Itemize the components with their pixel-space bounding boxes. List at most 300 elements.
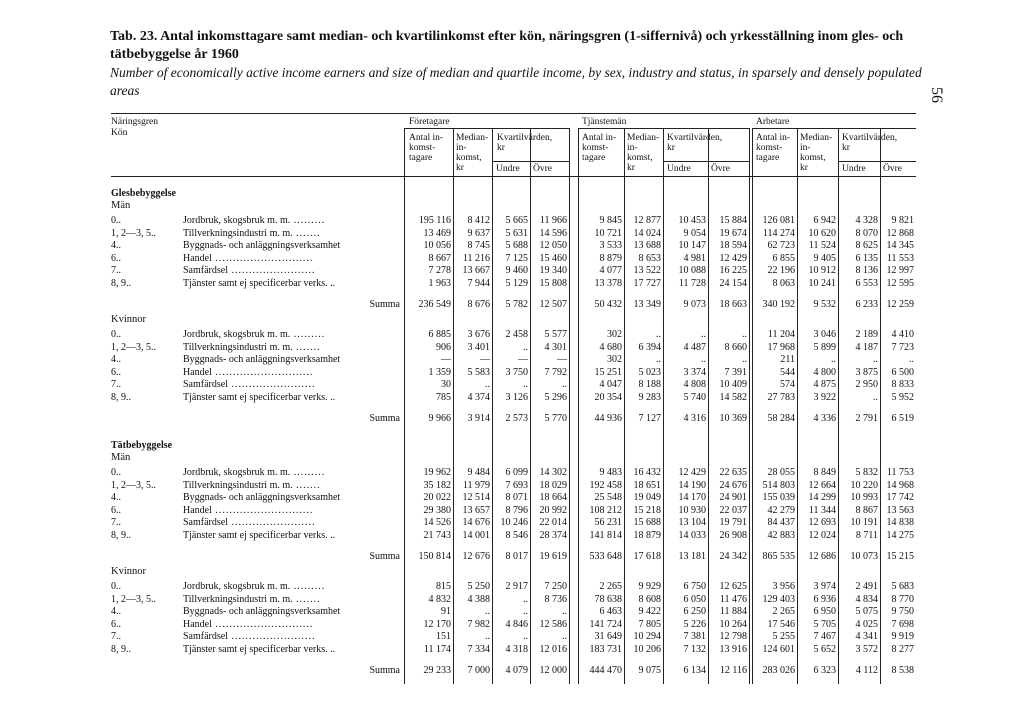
industry-code: 4.. — [111, 492, 121, 504]
table-cell: 544 — [780, 366, 795, 378]
summa-label: Summa — [369, 550, 400, 562]
table-cell: 10 246 — [500, 517, 528, 529]
table-cell: 10 206 — [633, 644, 661, 655]
table-cell: 28 055 — [767, 467, 795, 478]
table-cell: 15 218 — [633, 504, 661, 516]
industry-label-text: Handel — [183, 252, 212, 264]
table-cell: 13 522 — [633, 265, 661, 277]
table-cell: 11 344 — [808, 504, 836, 516]
industry-label-text: Samfärdsel — [183, 631, 228, 643]
table-cell: 6 885 — [428, 329, 451, 340]
table-row — [0, 228, 1024, 239]
summa-row — [0, 413, 1024, 424]
table-cell: 22 037 — [719, 504, 747, 516]
industry-code: 4.. — [111, 354, 121, 366]
table-cell: 8 796 — [505, 504, 528, 516]
table-cell: 302 — [607, 354, 622, 366]
industry-label-text: Tillverkningsindustri m. m. — [183, 341, 293, 353]
table-row — [0, 619, 1024, 630]
industry-code: 1, 2—3, 5.. — [111, 479, 156, 491]
industry-label-text: Samfärdsel — [183, 517, 228, 529]
summa-cell: 5 770 — [544, 412, 567, 424]
table-cell: 11 174 — [423, 644, 451, 655]
table-row — [0, 215, 1024, 226]
table-cell: 6 750 — [683, 581, 706, 592]
table-cell: 4 318 — [505, 644, 528, 655]
table-cell: 151 — [436, 631, 451, 643]
industry-label — [183, 342, 401, 353]
industry-label — [183, 278, 401, 289]
table-cell: 8 867 — [855, 504, 878, 516]
summa-cell: 12 259 — [886, 298, 914, 310]
table-cell: 7 805 — [638, 618, 661, 630]
table-cell: 14 299 — [808, 492, 836, 504]
summa-cell: 236 549 — [418, 298, 451, 310]
table-cell: 14 526 — [423, 517, 451, 529]
table-cell: 4 487 — [683, 341, 706, 353]
table-cell: 78 638 — [594, 593, 622, 605]
table-cell: 5 255 — [772, 631, 795, 643]
table-cell: 4 846 — [505, 618, 528, 630]
table-cell: 12 050 — [539, 240, 567, 252]
table-cell: 19 674 — [719, 227, 747, 239]
industry-label — [183, 505, 401, 516]
table-cell: 4 680 — [599, 341, 622, 353]
table-cell: 8 071 — [505, 492, 528, 504]
industry-label-text: Tillverkningsindustri m. m. — [183, 593, 293, 605]
table-cell: 62 723 — [767, 240, 795, 252]
summa-cell: 2 573 — [505, 412, 528, 424]
table-cell: 18 594 — [719, 240, 747, 252]
industry-label — [183, 228, 401, 239]
table-cell: 5 583 — [467, 366, 490, 378]
table-cell: .. — [701, 329, 706, 340]
summa-cell: 150 814 — [418, 550, 451, 562]
table-cell: 8 625 — [855, 240, 878, 252]
table-cell: 7 698 — [891, 618, 914, 630]
table-cell: — — [441, 354, 451, 366]
leader-dots: ............................ — [211, 504, 314, 516]
table-cell: 9 929 — [638, 581, 661, 592]
table-cell: 13 667 — [462, 265, 490, 277]
table-cell: 13 916 — [719, 644, 747, 655]
table-cell: 14 001 — [462, 530, 490, 541]
summa-cell: 44 936 — [594, 412, 622, 424]
industry-code: 8, 9.. — [111, 392, 131, 403]
table-cell: 6 855 — [772, 252, 795, 264]
table-cell: .. — [656, 329, 661, 340]
table-cell: 124 601 — [762, 644, 795, 655]
table-cell: .. — [562, 379, 567, 391]
industry-label — [183, 215, 401, 226]
industry-code: 8, 9.. — [111, 278, 131, 289]
table-cell: 2 189 — [855, 329, 878, 340]
sex-heading: Kvinnor — [111, 566, 146, 577]
table-row — [0, 644, 1024, 655]
table-row — [0, 517, 1024, 528]
column-header-ovre: Övre — [533, 164, 552, 174]
table-cell: 3 046 — [813, 329, 836, 340]
table-cell: 6 250 — [683, 606, 706, 618]
summa-cell: 444 470 — [589, 664, 622, 676]
industry-code: 7.. — [111, 265, 121, 277]
summa-cell: 8 676 — [467, 298, 490, 310]
table-cell: 10 241 — [808, 278, 836, 289]
summa-row — [0, 551, 1024, 562]
header-top-rule — [111, 113, 916, 114]
industry-label — [183, 492, 401, 503]
table-cell: 3 374 — [683, 366, 706, 378]
table-cell: 14 302 — [539, 467, 567, 478]
summa-cell: 12 676 — [462, 550, 490, 562]
table-cell: 108 212 — [589, 504, 622, 516]
table-cell: 6 099 — [505, 467, 528, 478]
table-cell: 6 950 — [813, 606, 836, 618]
summa-row — [0, 665, 1024, 676]
table-cell: 4 981 — [683, 252, 706, 264]
industry-label-text: Tjänster samt ej specificerbar verks. .. — [183, 530, 336, 541]
page-number: 56 — [928, 87, 945, 103]
industry-label-text: Jordbruk, skogsbruk m. m. — [183, 329, 291, 340]
leader-dots: ....... — [292, 341, 321, 353]
table-cell: 6 553 — [855, 278, 878, 289]
industry-label — [183, 265, 401, 276]
group-header: Företagare — [409, 117, 450, 127]
table-cell: 5 665 — [505, 215, 528, 226]
table-cell: 30 — [441, 379, 451, 391]
industry-label — [183, 329, 401, 340]
table-cell: 6 135 — [855, 252, 878, 264]
industry-label — [183, 631, 401, 642]
table-row — [0, 342, 1024, 353]
table-cell: 10 620 — [808, 227, 836, 239]
table-cell: 7 723 — [891, 341, 914, 353]
industry-code: 7.. — [111, 631, 121, 643]
table-cell: 12 586 — [539, 618, 567, 630]
table-cell: 17 968 — [767, 341, 795, 353]
table-cell: 6 050 — [683, 593, 706, 605]
industry-label — [183, 606, 401, 617]
table-cell: 15 460 — [539, 252, 567, 264]
table-row — [0, 594, 1024, 605]
industry-label — [183, 581, 401, 592]
leader-dots: ....... — [292, 593, 321, 605]
table-cell: 7 792 — [544, 366, 567, 378]
sex-heading: Män — [111, 200, 131, 211]
summa-cell: 7 000 — [467, 664, 490, 676]
leader-dots: ......... — [290, 329, 326, 340]
table-cell: 22 196 — [767, 265, 795, 277]
table-cell: 155 039 — [762, 492, 795, 504]
table-cell: 9 422 — [638, 606, 661, 618]
table-cell: 42 279 — [767, 504, 795, 516]
table-cell: 14 345 — [886, 240, 914, 252]
table-cell: 2 491 — [855, 581, 878, 592]
leader-dots: ......... — [290, 467, 326, 478]
column-header: Median- in- komst, kr — [456, 133, 489, 173]
table-cell: 14 170 — [678, 492, 706, 504]
table-cell: 35 182 — [423, 479, 451, 491]
table-cell: .. — [523, 593, 528, 605]
industry-label-text: Byggnads- och anläggningsverksamhet — [183, 354, 341, 366]
column-header-undre: Undre — [496, 164, 520, 174]
table-cell: 3 533 — [599, 240, 622, 252]
table-cell: 8 608 — [638, 593, 661, 605]
table-cell: 6 936 — [813, 593, 836, 605]
table-cell: 20 022 — [423, 492, 451, 504]
table-cell: 18 029 — [539, 479, 567, 491]
table-cell: 5 683 — [891, 581, 914, 592]
leader-dots: ........................ — [228, 265, 316, 277]
table-cell: 10 930 — [678, 504, 706, 516]
table-cell: 7 132 — [683, 644, 706, 655]
table-cell: 4 328 — [855, 215, 878, 226]
column-header: Median- in- komst, kr — [627, 133, 660, 173]
section-heading: Tätbebyggelse — [111, 440, 173, 451]
table-cell: 7 391 — [724, 366, 747, 378]
table-cell: 16 432 — [633, 467, 661, 478]
table-cell: .. — [656, 354, 661, 366]
table-cell: 10 993 — [850, 492, 878, 504]
table-cell: 5 250 — [467, 581, 490, 592]
table-cell: 195 116 — [418, 215, 451, 226]
table-cell: 3 750 — [505, 366, 528, 378]
table-cell: 19 791 — [719, 517, 747, 529]
table-cell: 8 849 — [813, 467, 836, 478]
column-header: Antal in- komst- tagare — [582, 133, 617, 163]
table-cell: 11 884 — [719, 606, 747, 618]
table-cell: 815 — [436, 581, 451, 592]
industry-code: 8, 9.. — [111, 530, 131, 541]
group-rule — [404, 128, 569, 129]
table-cell: 24 901 — [719, 492, 747, 504]
table-cell: 8 711 — [855, 530, 878, 541]
table-cell: 8 879 — [599, 252, 622, 264]
table-cell: 15 688 — [633, 517, 661, 529]
table-cell: 8 770 — [891, 593, 914, 605]
table-cell: 7 693 — [505, 479, 528, 491]
table-cell: .. — [562, 631, 567, 643]
table-cell: .. — [523, 341, 528, 353]
table-row — [0, 240, 1024, 251]
group-rule — [752, 128, 916, 129]
table-cell: 10 721 — [594, 227, 622, 239]
industry-label — [183, 517, 401, 528]
summa-cell: 340 192 — [762, 298, 795, 310]
table-cell: 1 359 — [428, 366, 451, 378]
table-cell: 4 832 — [428, 593, 451, 605]
table-cell: 10 409 — [719, 379, 747, 391]
table-cell: 574 — [780, 379, 795, 391]
table-cell: 11 216 — [462, 252, 490, 264]
table-cell: 9 750 — [891, 606, 914, 618]
column-header-undre: Undre — [842, 164, 866, 174]
table-cell: 5 075 — [855, 606, 878, 618]
industry-label — [183, 392, 401, 403]
table-cell: 9 483 — [599, 467, 622, 478]
table-cell: 9 484 — [467, 467, 490, 478]
table-cell: 4 388 — [467, 593, 490, 605]
summa-label: Summa — [369, 412, 400, 424]
summa-cell: 12 116 — [719, 664, 747, 676]
summa-cell: 8 017 — [505, 550, 528, 562]
table-cell: .. — [485, 379, 490, 391]
table-cell: 11 476 — [719, 593, 747, 605]
table-cell: 13 378 — [594, 278, 622, 289]
industry-label-text: Byggnads- och anläggningsverksamhet — [183, 240, 341, 252]
industry-code: 7.. — [111, 517, 121, 529]
industry-label — [183, 467, 401, 478]
table-cell: 1 963 — [428, 278, 451, 289]
summa-cell: 6 323 — [813, 664, 836, 676]
summa-cell: 12 507 — [539, 298, 567, 310]
industry-code: 7.. — [111, 379, 121, 391]
table-row — [0, 492, 1024, 503]
sex-heading: Män — [111, 452, 131, 463]
leader-dots: ....... — [292, 479, 321, 491]
table-cell: 91 — [441, 606, 451, 618]
industry-label-text: Jordbruk, skogsbruk m. m. — [183, 215, 291, 226]
summa-row — [0, 299, 1024, 310]
table-cell: 11 204 — [767, 329, 795, 340]
leader-dots: ........................ — [228, 379, 316, 391]
table-cell: 14 275 — [886, 530, 914, 541]
summa-cell: 58 284 — [767, 412, 795, 424]
summa-cell: 13 181 — [678, 550, 706, 562]
table-row — [0, 480, 1024, 491]
table-cell: 5 226 — [683, 618, 706, 630]
summa-cell: 9 532 — [813, 298, 836, 310]
table-cell: 20 354 — [594, 392, 622, 403]
table-cell: 10 294 — [633, 631, 661, 643]
summa-cell: 4 079 — [505, 664, 528, 676]
table-cell: 14 676 — [462, 517, 490, 529]
table-cell: 9 283 — [638, 392, 661, 403]
industry-code: 4.. — [111, 606, 121, 618]
industry-label-text: Handel — [183, 618, 212, 630]
table-cell: 4 374 — [467, 392, 490, 403]
industry-label — [183, 594, 401, 605]
industry-label-text: Jordbruk, skogsbruk m. m. — [183, 467, 291, 478]
table-subtitle: Number of economically active income earners and size of median and quartile income, by sex, industry and status, in sparsely and densely populated areas — [110, 65, 922, 98]
table-cell: 17 546 — [767, 618, 795, 630]
summa-cell: 12 686 — [808, 550, 836, 562]
table-cell: 10 191 — [850, 517, 878, 529]
table-row — [0, 265, 1024, 276]
industry-label-text: Tjänster samt ej specificerbar verks. .. — [183, 392, 336, 403]
table-cell: 2 458 — [505, 329, 528, 340]
table-row — [0, 606, 1024, 617]
column-header-undre: Undre — [667, 164, 691, 174]
column-header-ovre: Övre — [711, 164, 730, 174]
table-cell: 13 688 — [633, 240, 661, 252]
table-cell: 9 460 — [505, 265, 528, 277]
industry-label — [183, 480, 401, 491]
industry-code: 0.. — [111, 581, 121, 592]
table-cell: 12 429 — [719, 252, 747, 264]
table-cell: 5 296 — [544, 392, 567, 403]
industry-label — [183, 530, 401, 541]
table-cell: 7 381 — [683, 631, 706, 643]
table-cell: 7 944 — [467, 278, 490, 289]
table-row — [0, 367, 1024, 378]
table-cell: 11 966 — [539, 215, 567, 226]
table-cell: .. — [485, 606, 490, 618]
table-cell: 12 997 — [886, 265, 914, 277]
table-cell: 11 753 — [886, 467, 914, 478]
table-cell: 8 833 — [891, 379, 914, 391]
table-cell: 906 — [436, 341, 451, 353]
table-cell: 3 676 — [467, 329, 490, 340]
table-cell: — — [518, 354, 528, 366]
table-cell: 4 025 — [855, 618, 878, 630]
table-row — [0, 253, 1024, 264]
table-cell: .. — [523, 606, 528, 618]
summa-cell: 2 791 — [855, 412, 878, 424]
table-cell: 8 745 — [467, 240, 490, 252]
table-cell: 9 845 — [599, 215, 622, 226]
table-cell: 3 572 — [855, 644, 878, 655]
leader-dots: ......... — [290, 215, 326, 226]
table-cell: 8 653 — [638, 252, 661, 264]
table-cell: 192 458 — [589, 479, 622, 491]
header-bottom-rule — [111, 176, 916, 177]
kvartil-rule — [838, 161, 916, 162]
industry-code: 1, 2—3, 5.. — [111, 341, 156, 353]
table-cell: 12 625 — [719, 581, 747, 592]
table-cell: .. — [742, 354, 747, 366]
summa-cell: 10 073 — [850, 550, 878, 562]
table-cell: 9 919 — [891, 631, 914, 643]
table-cell: 7 982 — [467, 618, 490, 630]
table-cell: 24 676 — [719, 479, 747, 491]
table-cell: 7 250 — [544, 581, 567, 592]
table-cell: 3 956 — [772, 581, 795, 592]
table-cell: 8 070 — [855, 227, 878, 239]
table-cell: 129 403 — [762, 593, 795, 605]
table-cell: 21 743 — [423, 530, 451, 541]
table-cell: 5 129 — [505, 278, 528, 289]
stub-header-sex: Kön — [111, 128, 128, 138]
industry-label-text: Jordbruk, skogsbruk m. m. — [183, 581, 291, 592]
table-cell: .. — [873, 392, 878, 403]
summa-cell: 4 316 — [683, 412, 706, 424]
summa-cell: 283 026 — [762, 664, 795, 676]
industry-label-text: Byggnads- och anläggningsverksamhet — [183, 492, 341, 504]
table-cell: 17 742 — [886, 492, 914, 504]
table-cell: 4 187 — [855, 341, 878, 353]
group-header: Tjänstemän — [582, 117, 627, 127]
column-header: Kvartilvärden, kr — [667, 133, 723, 153]
sex-heading: Kvinnor — [111, 314, 146, 325]
table-cell: 5 740 — [683, 392, 706, 403]
table-cell: 8 136 — [855, 265, 878, 277]
table-cell: 10 147 — [678, 240, 706, 252]
table-cell: — — [557, 354, 567, 366]
table-cell: 6 394 — [638, 341, 661, 353]
table-row — [0, 530, 1024, 541]
table-cell: 2 917 — [505, 581, 528, 592]
table-cell: 9 637 — [467, 227, 490, 239]
table-row — [0, 278, 1024, 289]
table-cell: 785 — [436, 392, 451, 403]
summa-cell: 533 648 — [589, 550, 622, 562]
industry-code: 1, 2—3, 5.. — [111, 593, 156, 605]
table-row — [0, 329, 1024, 340]
table-cell: 3 401 — [467, 341, 490, 353]
table-cell: 9 405 — [813, 252, 836, 264]
table-cell: 8 188 — [638, 379, 661, 391]
